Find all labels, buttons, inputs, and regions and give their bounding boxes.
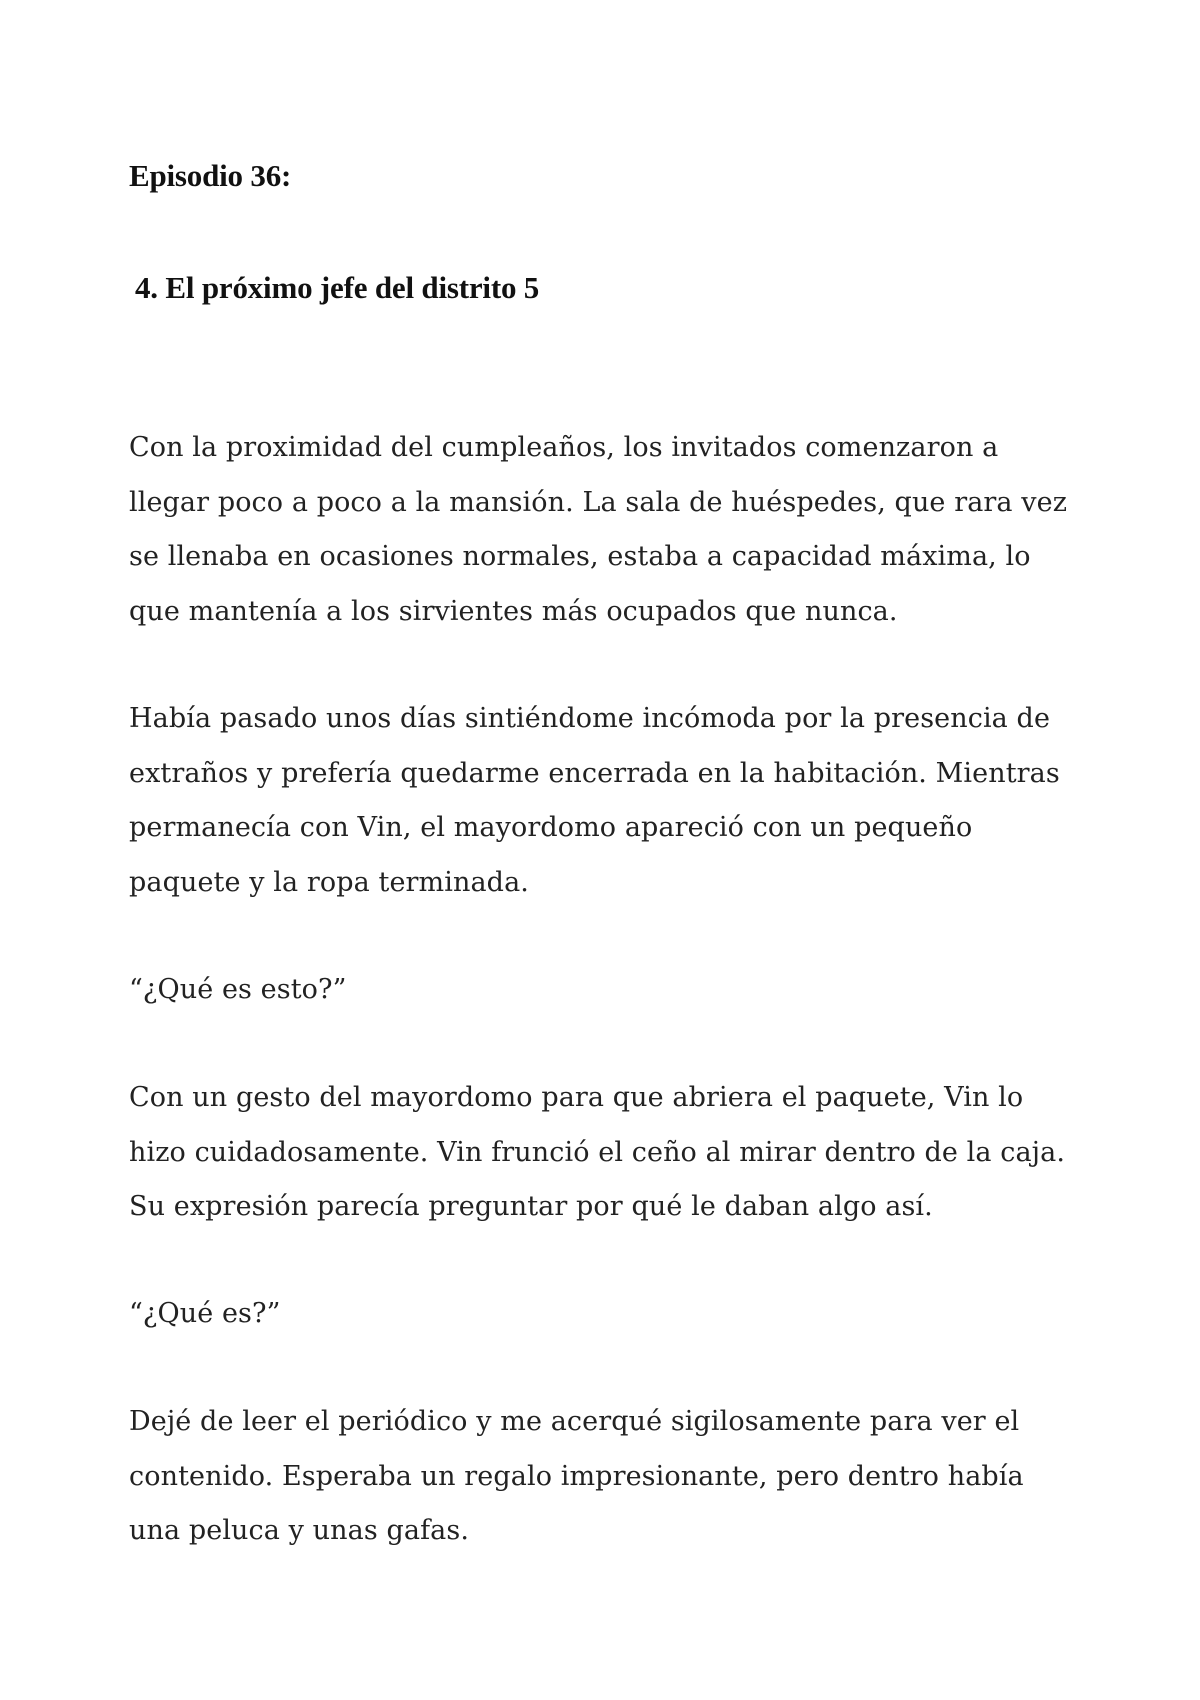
paragraph-1 xyxy=(129,421,1079,639)
text-line: permanecía con Vin, el mayordomo apareció con un pequeño xyxy=(129,812,973,843)
text-line: que mantenía a los sirvientes más ocupados que nunca. xyxy=(129,595,898,627)
text-line: Su expresión parecía preguntar por qué le daban algo así. xyxy=(129,1191,933,1222)
text-line: llegar poco a poco a la mansión. La sala de huéspedes, que rara vez xyxy=(129,486,1068,518)
paragraph-4 xyxy=(129,1395,1079,1559)
text-line: Con la proximidad del cumpleaños, los invitados comenzaron a xyxy=(129,432,999,463)
text-line: Dejé de leer el periódico y me acerqué sigilosamente para ver el xyxy=(129,1406,1020,1437)
text-line: contenido. Esperaba un regalo impresionante, pero dentro había xyxy=(129,1460,1024,1492)
text-line: Con un gesto del mayordomo para que abriera el paquete, Vin lo xyxy=(129,1082,1024,1113)
text-line: extraños y prefería quedarme encerrada en la habitación. Mientras xyxy=(129,757,1060,789)
text-line: se llenaba en ocasiones normales, estaba a capacidad máxima, lo xyxy=(129,541,1031,572)
paragraph-2 xyxy=(129,692,1079,910)
text-line: hizo cuidadosamente. Vin frunció el ceño al mirar dentro de la caja. xyxy=(129,1136,1066,1168)
dialogue-line-2 xyxy=(129,1287,1079,1342)
text-line: una peluca y unas gafas. xyxy=(129,1515,470,1546)
paragraph-3 xyxy=(129,1071,1079,1235)
text-line: “¿Qué es?” xyxy=(129,1298,281,1329)
text-line: Había pasado unos días sintiéndome incómoda por la presencia de xyxy=(129,703,1051,734)
dialogue-line-1 xyxy=(129,963,1079,1018)
chapter-title: 4. El próximo jefe del distrito 5 xyxy=(135,270,540,305)
episode-title: Episodio 36: xyxy=(129,158,292,193)
text-line: “¿Qué es esto?” xyxy=(129,974,347,1005)
text-line: paquete y la ropa terminada. xyxy=(129,866,529,898)
